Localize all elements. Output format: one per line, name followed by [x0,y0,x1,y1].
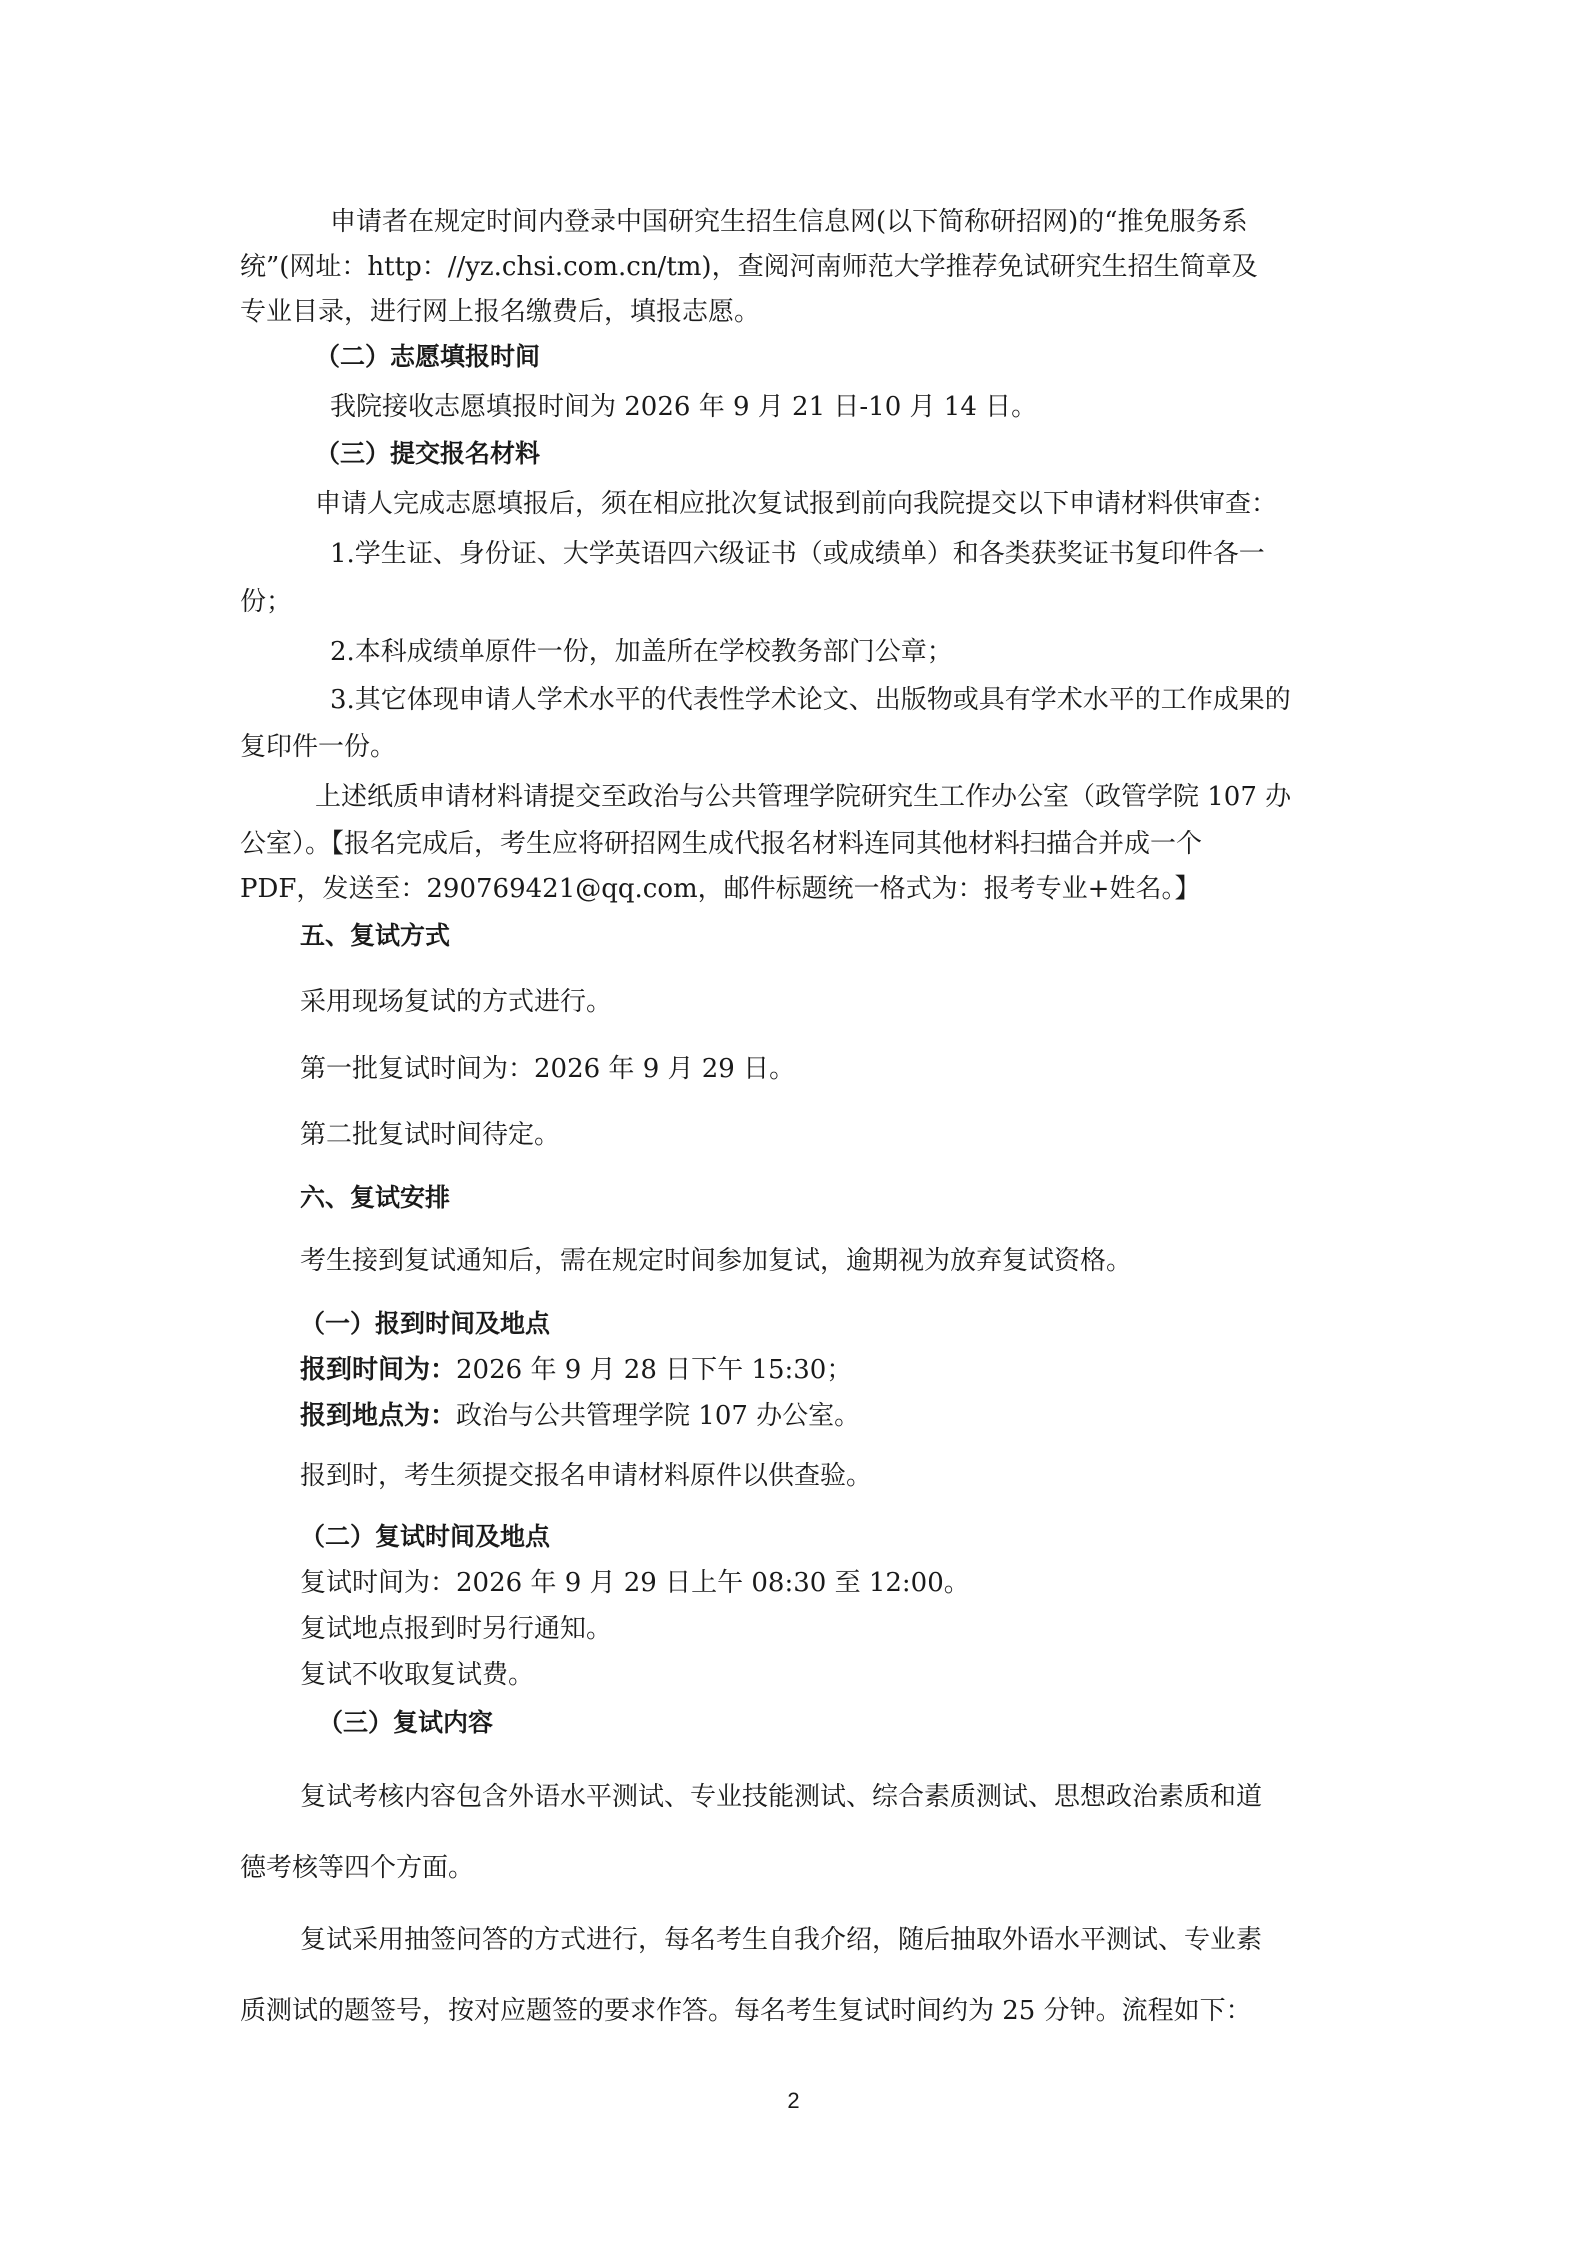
list-item-continuation: 复印件一份。 [240,732,397,762]
paragraph-line: 公室）。【报名完成后，考生应将研招网生成代报名材料连同其他材料扫描合并成一个 [240,829,1203,859]
paragraph-line: 申请人完成志愿填报后，须在相应批次复试报到前向我院提交以下申请材料供审查： [315,489,1278,519]
paragraph-line: 复试地点报到时另行通知。 [300,1614,613,1644]
paragraph-line: 复试采用抽签问答的方式进行，每名考生自我介绍，随后抽取外语水平测试、专业素 [300,1925,1263,1955]
paragraph-line: 质测试的题签号，按对应题签的要求作答。每名考生复试时间约为 25 分钟。流程如下： [240,1996,1252,2026]
paragraph-line: 复试时间为：2026 年 9 月 29 日上午 08:30 至 12:00。 [300,1568,970,1598]
paragraph-line: 第二批复试时间待定。 [300,1120,561,1150]
report-time [300,1352,1410,1388]
list-item: 1.学生证、身份证、大学英语四六级证书（或成绩单）和各类获奖证书复印件各一 [330,539,1265,569]
section-heading: （三）复试内容 [318,1708,494,1737]
page-number: 2 [787,2088,800,2113]
paragraph-line: 报到时，考生须提交报名申请材料原件以供查验。 [300,1461,873,1491]
paragraph-line: 我院接收志愿填报时间为 2026 年 9 月 21 日-10 月 14 日。 [330,392,1038,422]
paragraph-line: 采用现场复试的方式进行。 [300,987,613,1017]
paragraph-line: 申请者在规定时间内登录中国研究生招生信息网(以下简称研招网)的“推免服务系 [330,207,1248,237]
list-item: 3.其它体现申请人学术水平的代表性学术论文、出版物或具有学术水平的工作成果的 [330,685,1291,715]
paragraph-line: 复试不收取复试费。 [300,1660,535,1690]
section-heading: （二）志愿填报时间 [315,342,541,371]
paragraph-line: 复试考核内容包含外语水平测试、专业技能测试、综合素质测试、思想政治素质和道 [300,1782,1263,1812]
section-heading: （二）复试时间及地点 [300,1522,551,1551]
section-heading: （一）报到时间及地点 [300,1309,551,1338]
paragraph-line: 统”(网址：http：//yz.chsi.com.cn/tm)，查阅河南师范大学推荐免试研究生招生简章及 [240,252,1258,282]
section-heading: 六、复试安排 [300,1183,451,1212]
list-item-continuation: 份； [240,587,293,617]
paragraph-line: 第一批复试时间为：2026 年 9 月 29 日。 [300,1054,796,1084]
report-place-value: 政治与公共管理学院 107 办公室。 [456,1401,861,1431]
paragraph-line: 专业目录，进行网上报名缴费后，填报志愿。 [240,297,761,327]
paragraph-line: PDF，发送至：290769421@qq.com，邮件标题统一格式为：报考专业+姓名。】 [240,874,1201,904]
report-place [300,1398,1410,1434]
report-time-value: 2026 年 9 月 28 日下午 15:30； [456,1355,853,1385]
paragraph-line: 考生接到复试通知后，需在规定时间参加复试，逾期视为放弃复试资格。 [300,1246,1133,1276]
paragraph-line: 上述纸质申请材料请提交至政治与公共管理学院研究生工作办公室（政管学院 107 办 [315,782,1292,812]
report-time-label: 报到时间为： [300,1355,457,1385]
section-heading: （三）提交报名材料 [315,439,541,468]
paragraph-line: 德考核等四个方面。 [240,1853,475,1883]
list-item: 2.本科成绩单原件一份，加盖所在学校教务部门公章； [330,637,953,667]
report-place-label: 报到地点为： [300,1401,457,1431]
section-heading: 五、复试方式 [300,921,451,950]
